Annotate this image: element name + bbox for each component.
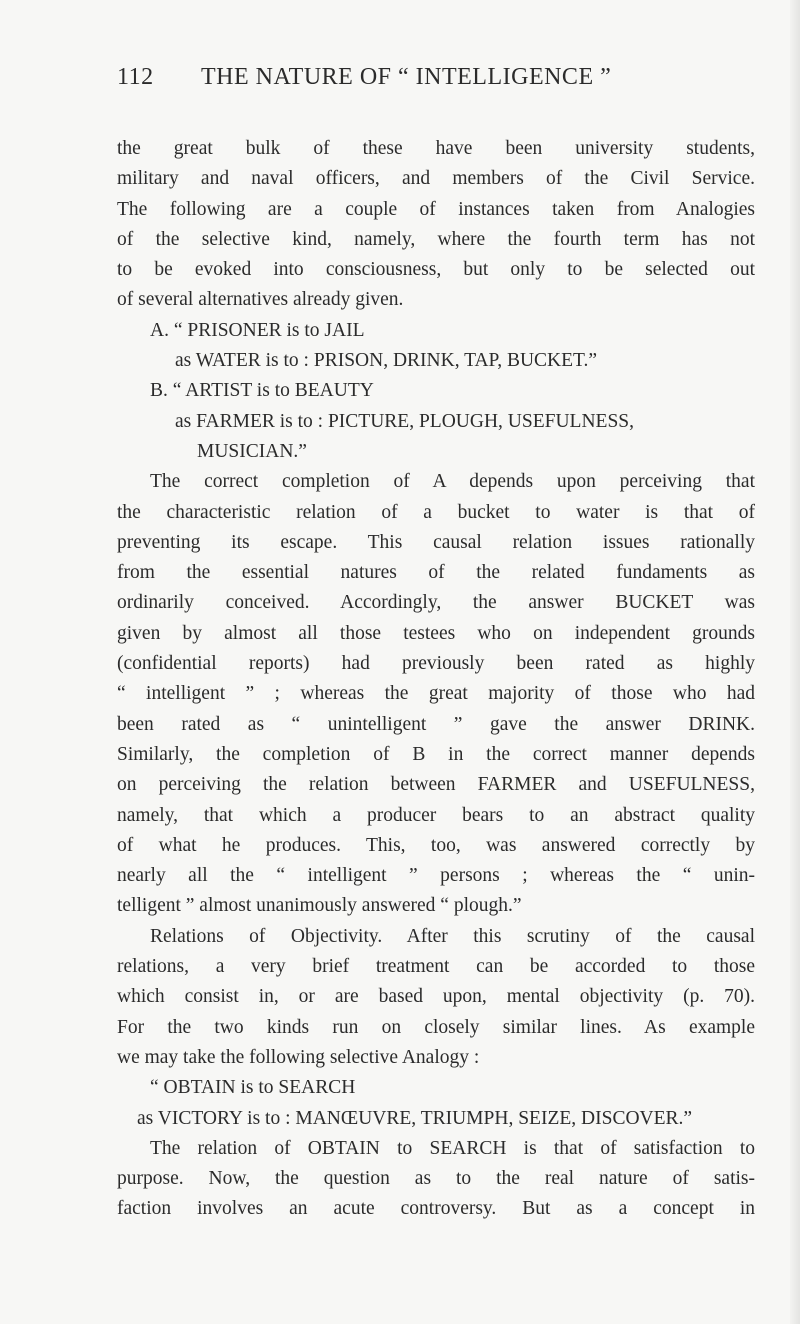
text-line: from the essential natures of the related fundaments as xyxy=(117,562,755,584)
text-line: ordinarily conceived. Accordingly, the answer BUCKET was xyxy=(117,592,755,614)
analogy-b-line: B. “ ARTIST is to BEAUTY xyxy=(150,380,374,402)
text-line: The relation of OBTAIN to SEARCH is that of satisfaction to xyxy=(150,1137,755,1159)
text-line: on perceiving the relation between FARMER and USEFULNESS, xyxy=(117,774,755,796)
analogy-c-line: “ OBTAIN is to SEARCH xyxy=(150,1077,356,1099)
text-line: of what he produces. This, too, was answered correctly by xyxy=(117,834,755,856)
page-body-text xyxy=(117,134,755,1225)
text-line: we may take the following selective Analogy : xyxy=(117,1046,480,1068)
text-line: preventing its escape. This causal relation issues rationally xyxy=(117,531,755,553)
text-line: telligent ” almost unanimously answered “ plough.” xyxy=(117,895,522,917)
text-line: of several alternatives already given. xyxy=(117,289,404,311)
analogy-a-line: A. “ PRISONER is to JAIL xyxy=(150,319,365,341)
analogy-c-options: as VICTORY is to : MANŒUVRE, TRIUMPH, SEIZE, DISCOVER.” xyxy=(137,1107,693,1129)
analogy-b-options-cont: MUSICIAN.” xyxy=(197,440,307,462)
text-line: to be evoked into consciousness, but only to be selected out xyxy=(117,259,755,281)
running-title: THE NATURE OF “ INTELLIGENCE ” xyxy=(201,64,612,90)
text-line: The following are a couple of instances taken from Analogies xyxy=(117,198,755,220)
text-line: relations, a very brief treatment can be accorded to those xyxy=(117,956,755,978)
text-line: given by almost all those testees who on independent grounds xyxy=(117,622,755,644)
text-line: which consist in, or are based upon, mental objectivity (p. 70). xyxy=(117,986,755,1008)
text-line: (confidential reports) had previously been rated as highly xyxy=(117,653,755,675)
text-line: The correct completion of A depends upon perceiving that xyxy=(150,471,755,493)
text-line: “ intelligent ” ; whereas the great majority of those who had xyxy=(117,683,755,705)
text-line: namely, that which a producer bears to an abstract quality xyxy=(117,804,755,826)
text-line: of the selective kind, namely, where the fourth term has not xyxy=(117,228,755,250)
running-header xyxy=(117,64,757,91)
page-edge-shadow xyxy=(790,0,800,1324)
section-heading-line: Relations of Objectivity. After this scrutiny of the causal xyxy=(150,925,755,947)
text-line: faction involves an acute controversy. But as a concept in xyxy=(117,1198,755,1220)
text-line: military and naval officers, and members of the Civil Service. xyxy=(117,168,755,190)
analogy-a-options: as WATER is to : PRISON, DRINK, TAP, BUCKET.” xyxy=(175,350,598,372)
text-line: For the two kinds run on closely similar lines. As example xyxy=(117,1016,755,1038)
text-line: been rated as “ unintelligent ” gave the answer DRINK. xyxy=(117,713,755,735)
page-number: 112 xyxy=(117,64,154,90)
text-line: the characteristic relation of a bucket to water is that of xyxy=(117,501,755,523)
text-line: the great bulk of these have been university students, xyxy=(117,138,755,159)
text-line: Similarly, the completion of B in the correct manner depends xyxy=(117,743,755,765)
text-line: purpose. Now, the question as to the real nature of satis- xyxy=(117,1168,755,1190)
analogy-b-options: as FARMER is to : PICTURE, PLOUGH, USEFULNESS, xyxy=(175,410,635,432)
text-line: nearly all the “ intelligent ” persons ; whereas the “ unin- xyxy=(117,865,755,887)
